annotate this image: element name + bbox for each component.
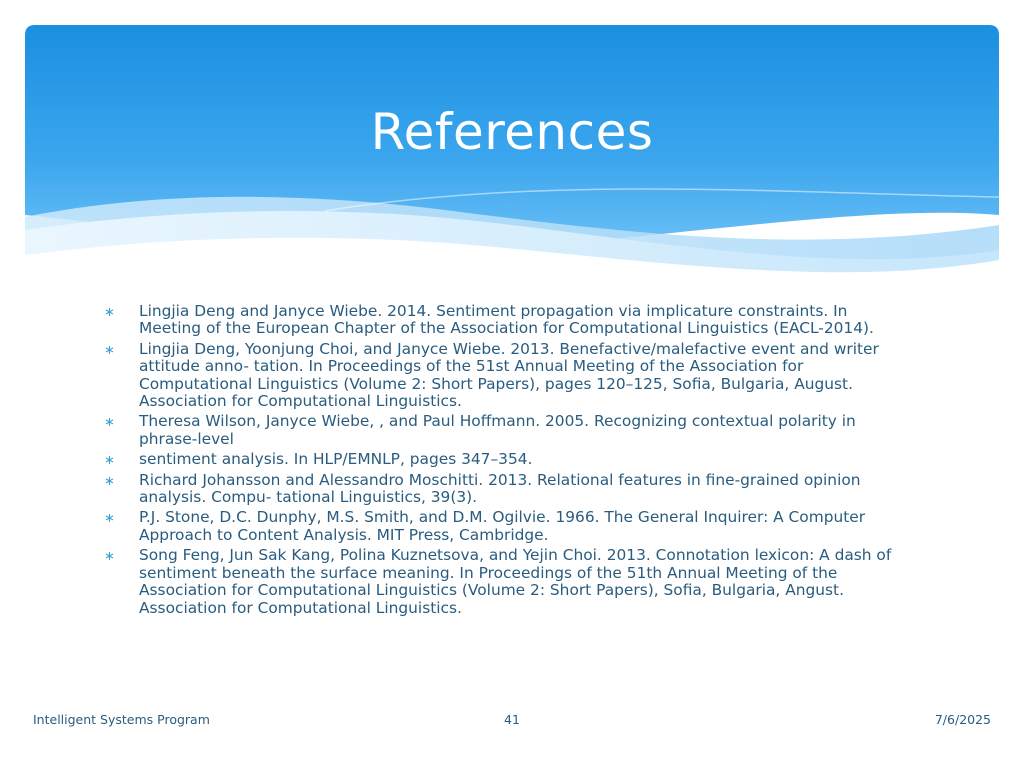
asterisk-bullet-icon: ∗ [104, 549, 115, 565]
reference-text: Lingjia Deng, Yoonjung Choi, and Janyce Wiebe. 2013. Benefactive/malefactive event and writer attitude anno- tation. In Proceedings of the 51st Annual Meeting of the Association for Computational Linguistics (Volume 2: Short Papers), pages 120–125, Sofia, Bulgaria, August. Association for Computational Linguistics. [139, 339, 879, 411]
asterisk-bullet-icon: ∗ [104, 342, 115, 358]
reference-list [104, 303, 904, 620]
title-banner [25, 25, 999, 285]
reference-text: Song Feng, Jun Sak Kang, Polina Kuznetsova, and Yejin Choi. 2013. Connotation lexicon: A dash of sentiment beneath the surface meaning. In Proceedings of the 51th Annual Meeting of the Association for Computational Linguistics (Volume 2: Short Papers), Sofia, Bulgaria, Angust. Association for Computational Linguistics. [139, 546, 892, 617]
reference-item [104, 472, 904, 507]
reference-text: Richard Johansson and Alessandro Moschitti. 2013. Relational features in fine-grained opinion analysis. Compu- tational Linguistics, 39(3). [139, 470, 861, 507]
reference-text: P.J. Stone, D.C. Dunphy, M.S. Smith, and D.M. Ogilvie. 1966. The General Inquirer: A Computer Approach to Content Analysis. MIT Press, Cambridge. [139, 508, 866, 544]
slide-title: References [370, 103, 654, 161]
reference-item [104, 451, 904, 468]
asterisk-bullet-icon: ∗ [104, 473, 115, 489]
reference-item [104, 413, 904, 448]
asterisk-bullet-icon: ∗ [104, 305, 115, 320]
reference-item [104, 547, 904, 617]
reference-text: Lingjia Deng and Janyce Wiebe. 2014. Sentiment propagation via implicature constraints. In Meeting of the European Chapter of the Association for Computational Linguistics (EACL-2014). [139, 302, 874, 338]
footer-date: 7/6/2025 [934, 712, 991, 727]
reference-text: Theresa Wilson, Janyce Wiebe, , and Paul Hoffmann. 2005. Recognizing contextual polarity in phrase-level [139, 412, 856, 448]
reference-item [104, 509, 904, 544]
asterisk-bullet-icon: ∗ [104, 511, 115, 527]
reference-item [104, 341, 904, 411]
footer-program-name: Intelligent Systems Program [33, 712, 210, 727]
asterisk-bullet-icon: ∗ [104, 415, 115, 431]
reference-item [104, 303, 904, 338]
asterisk-bullet-icon: ∗ [104, 453, 115, 469]
footer-page-number: 41 [504, 712, 520, 727]
reference-text: sentiment analysis. In HLP/EMNLP, pages 347–354. [139, 450, 533, 469]
